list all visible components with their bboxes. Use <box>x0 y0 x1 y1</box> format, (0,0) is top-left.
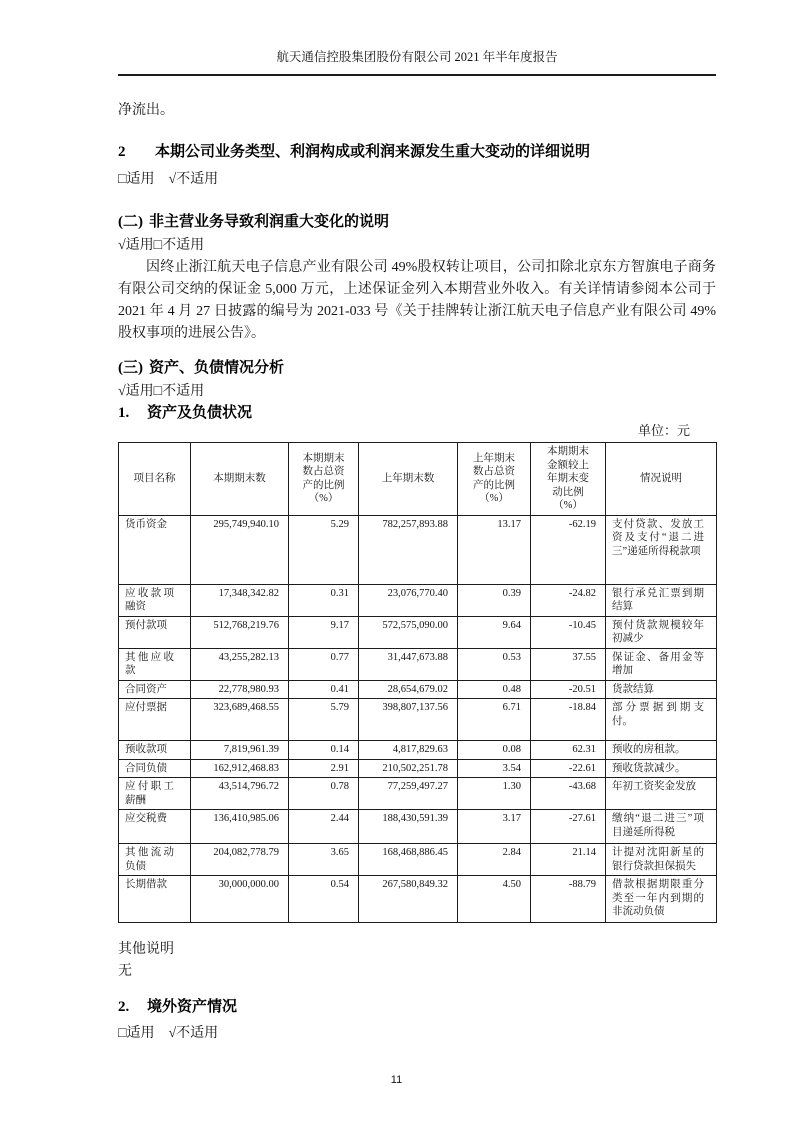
column-header-prior-amount: 上年期末数 <box>359 443 458 516</box>
cell-item-name: 应付票据 <box>119 699 191 741</box>
page-number: 11 <box>390 1074 403 1086</box>
cell-prior-year-amount: 188,430,591.39 <box>359 810 458 844</box>
cell-item-name: 长期借款 <box>119 876 191 923</box>
cell-change-ratio: 37.55 <box>531 648 606 680</box>
page-header <box>118 0 716 76</box>
section-ii-heading <box>118 212 716 232</box>
table-header <box>119 443 717 516</box>
cell-remark: 预收货款减少。 <box>606 759 717 778</box>
cell-current-period-ratio: 9.17 <box>289 616 359 648</box>
cell-prior-year-ratio: 1.30 <box>458 778 531 810</box>
cell-current-period-amount: 204,082,778.79 <box>191 844 289 876</box>
cell-prior-year-amount: 267,580,849.32 <box>359 876 458 923</box>
table-row <box>119 876 717 923</box>
cell-change-ratio: -62.19 <box>531 515 606 584</box>
cell-change-ratio: -22.61 <box>531 759 606 778</box>
cell-item-name: 其他应收款 <box>119 648 191 680</box>
cell-current-period-amount: 512,768,219.76 <box>191 616 289 648</box>
subsection-1-heading <box>118 403 716 423</box>
intro-text: 净流出。 <box>118 103 174 118</box>
cell-change-ratio: -43.68 <box>531 778 606 810</box>
table-row <box>119 584 717 616</box>
cell-prior-year-amount: 4,817,829.63 <box>359 741 458 760</box>
subsection-2-title: 境外资产情况 <box>147 999 238 1015</box>
cell-current-period-ratio: 0.78 <box>289 778 359 810</box>
cell-current-period-amount: 136,410,985.06 <box>191 810 289 844</box>
cell-current-period-ratio: 0.41 <box>289 680 359 699</box>
cell-prior-year-amount: 210,502,251.78 <box>359 759 458 778</box>
cell-current-period-amount: 43,514,796.72 <box>191 778 289 810</box>
cell-prior-year-ratio: 2.84 <box>458 844 531 876</box>
cell-prior-year-amount: 23,076,770.40 <box>359 584 458 616</box>
cell-change-ratio: -10.45 <box>531 616 606 648</box>
cell-prior-year-ratio: 0.08 <box>458 741 531 760</box>
cell-current-period-ratio: 3.65 <box>289 844 359 876</box>
cell-current-period-ratio: 5.29 <box>289 515 359 584</box>
cell-item-name: 其他流动负债 <box>119 844 191 876</box>
cell-remark: 年初工资奖金发放 <box>606 778 717 810</box>
table-row <box>119 741 717 760</box>
column-header-change-ratio: 本期期末金额较上年期末变动比例（%） <box>531 443 606 516</box>
cell-current-period-amount: 43,255,282.13 <box>191 648 289 680</box>
cell-prior-year-amount: 168,468,886.45 <box>359 844 458 876</box>
other-notes <box>118 939 716 983</box>
cell-item-name: 应交税费 <box>119 810 191 844</box>
section-ii-applicability: √适用□不适用 <box>118 238 205 253</box>
cell-prior-year-ratio: 4.50 <box>458 876 531 923</box>
cell-item-name: 合同负债 <box>119 759 191 778</box>
cell-change-ratio: -27.61 <box>531 810 606 844</box>
section-2-title: 本期公司业务类型、利润构成或利润来源发生重大变动的详细说明 <box>155 144 591 160</box>
cell-current-period-amount: 162,912,468.83 <box>191 759 289 778</box>
section-iii-applicability: √适用□不适用 <box>118 384 205 399</box>
cell-remark: 部分票据到期支付。 <box>606 699 717 741</box>
cell-current-period-ratio: 0.54 <box>289 876 359 923</box>
cell-change-ratio: 21.14 <box>531 844 606 876</box>
cell-current-period-ratio: 0.14 <box>289 741 359 760</box>
column-header-current-ratio: 本期期末数占总资产的比例（%） <box>289 443 359 516</box>
cell-item-name: 货币资金 <box>119 515 191 584</box>
cell-prior-year-ratio: 0.53 <box>458 648 531 680</box>
cell-current-period-ratio: 0.31 <box>289 584 359 616</box>
cell-prior-year-ratio: 3.17 <box>458 810 531 844</box>
cell-current-period-ratio: 0.77 <box>289 648 359 680</box>
other-notes-value: 无 <box>118 964 132 979</box>
section-ii-paragraph: 因终止浙江航天电子信息产业有限公司 49%股权转让项目，公司扣除北京东方智旗电子商务有限公司交纳的保证金 5,000 万元，上述保证金列入本期营业外收入。有关详情请参阅本公司于 2021 年 4 月 27 日披露的编号为 2021-033 号《关于挂牌转让浙江航天电子信息产业有限公司 49%股权事项的进展公告》。 <box>118 260 716 341</box>
cell-prior-year-amount: 31,447,673.88 <box>359 648 458 680</box>
cell-prior-year-amount: 28,654,679.02 <box>359 680 458 699</box>
column-header-remark: 情况说明 <box>606 443 717 516</box>
cell-remark: 预付货款规模较年初减少 <box>606 616 717 648</box>
table-row <box>119 680 717 699</box>
cell-change-ratio: -18.84 <box>531 699 606 741</box>
cell-prior-year-amount: 782,257,893.88 <box>359 515 458 584</box>
section-ii-label: (二) <box>118 214 143 230</box>
subsection-1-title: 资产及负债状况 <box>147 405 253 421</box>
unit-note: 单位：元 <box>637 423 690 438</box>
cell-current-period-ratio: 2.91 <box>289 759 359 778</box>
section-2-number: 2 <box>118 144 126 160</box>
report-title: 航天通信控股集团股份有限公司 2021 年半年度报告 <box>276 50 558 64</box>
cell-item-name: 预付款项 <box>119 616 191 648</box>
table-row <box>119 515 717 584</box>
cell-current-period-amount: 323,689,468.55 <box>191 699 289 741</box>
table-body <box>119 515 717 923</box>
asset-liability-table <box>118 442 717 923</box>
cell-prior-year-ratio: 3.54 <box>458 759 531 778</box>
cell-prior-year-ratio: 0.48 <box>458 680 531 699</box>
subsection-1-number: 1. <box>118 405 130 421</box>
cell-item-name: 预收款项 <box>119 741 191 760</box>
table-row <box>119 844 717 876</box>
section-2-applicability: □适用 √不适用 <box>118 172 219 187</box>
cell-prior-year-ratio: 6.71 <box>458 699 531 741</box>
cell-prior-year-ratio: 13.17 <box>458 515 531 584</box>
cell-remark: 货款结算 <box>606 680 717 699</box>
cell-change-ratio: 62.31 <box>531 741 606 760</box>
cell-remark: 银行承兑汇票到期结算 <box>606 584 717 616</box>
cell-remark: 预收的房租款。 <box>606 741 717 760</box>
cell-change-ratio: -24.82 <box>531 584 606 616</box>
table-header-row <box>119 443 717 516</box>
cell-change-ratio: -20.51 <box>531 680 606 699</box>
section-ii-title: 非主营业务导致利润重大变化的说明 <box>149 214 390 230</box>
cell-current-period-ratio: 5.79 <box>289 699 359 741</box>
table-row <box>119 648 717 680</box>
cell-prior-year-amount: 398,807,137.56 <box>359 699 458 741</box>
table-row <box>119 778 717 810</box>
cell-remark: 计提对沈阳新星的银行贷款担保损失 <box>606 844 717 876</box>
cell-item-name: 合同资产 <box>119 680 191 699</box>
cell-prior-year-amount: 77,259,497.27 <box>359 778 458 810</box>
table-row <box>119 699 717 741</box>
section-iii-title: 资产、负债情况分析 <box>149 360 285 376</box>
cell-change-ratio: -88.79 <box>531 876 606 923</box>
table-row <box>119 616 717 648</box>
cell-remark: 缴纳“退二进三”项目递延所得税 <box>606 810 717 844</box>
section-iii-heading <box>118 358 716 378</box>
column-header-current-amount: 本期期末数 <box>191 443 289 516</box>
subsection-2-heading <box>118 997 716 1017</box>
cell-prior-year-ratio: 9.64 <box>458 616 531 648</box>
cell-prior-year-amount: 572,575,090.00 <box>359 616 458 648</box>
subsection-2-number: 2. <box>118 999 130 1015</box>
cell-remark: 借款根据期限重分类至一年内到期的非流动负债 <box>606 876 717 923</box>
cell-item-name: 应收款项融资 <box>119 584 191 616</box>
other-notes-label: 其他说明 <box>118 942 174 957</box>
column-header-item-name: 项目名称 <box>119 443 191 516</box>
cell-remark: 支付贷款、发放工资及支付“退二进三”递延所得税款项 <box>606 515 717 584</box>
table-row <box>119 810 717 844</box>
cell-current-period-amount: 295,749,940.10 <box>191 515 289 584</box>
cell-prior-year-ratio: 0.39 <box>458 584 531 616</box>
column-header-prior-ratio: 上年期末数占总资产的比例（%） <box>458 443 531 516</box>
subsection-2-applicability: □适用 √不适用 <box>118 1026 219 1041</box>
cell-remark: 保证金、备用金等增加 <box>606 648 717 680</box>
section-iii-label: (三) <box>118 360 143 376</box>
cell-item-name: 应付职工薪酬 <box>119 778 191 810</box>
cell-current-period-amount: 30,000,000.00 <box>191 876 289 923</box>
cell-current-period-amount: 17,348,342.82 <box>191 584 289 616</box>
section-2-heading <box>118 142 716 162</box>
cell-current-period-ratio: 2.44 <box>289 810 359 844</box>
table-row <box>119 759 717 778</box>
cell-current-period-amount: 7,819,961.39 <box>191 741 289 760</box>
cell-current-period-amount: 22,778,980.93 <box>191 680 289 699</box>
